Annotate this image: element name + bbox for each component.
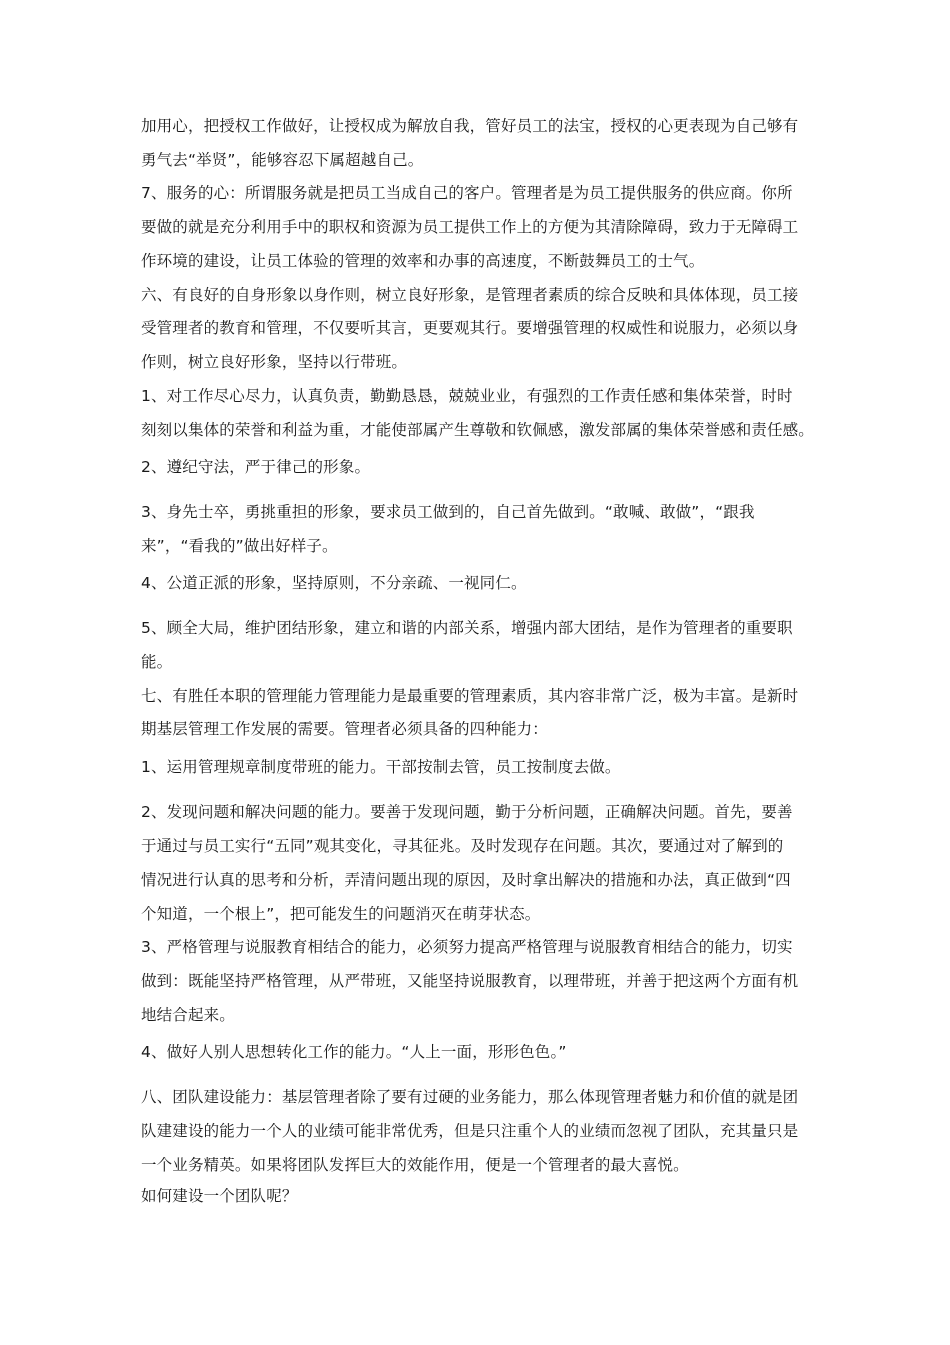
text-line: 刻刻以集体的荣誉和利益为重，才能使部属产生尊敬和钦佩感，激发部属的集体荣誉感和责任感。 (141, 421, 814, 439)
text-line: 来”，“看我的”做出好样子。 (141, 537, 338, 555)
text-line: 做到：既能坚持严格管理，从严带班，又能坚持说服教育，以理带班，并善于把这两个方面有机 (141, 972, 799, 990)
text-line: 1、运用管理规章制度带班的能力。干部按制去管，员工按制度去做。 (141, 758, 621, 776)
text-line: 加用心，把授权工作做好，让授权成为解放自我，管好员工的法宝，授权的心更表现为自己够有 (141, 117, 799, 135)
text-line: 一个业务精英。如果将团队发挥巨大的效能作用，便是一个管理者的最大喜悦。 (141, 1156, 689, 1174)
text-line: 于通过与员工实行“五同”观其变化，寻其征兆。及时发现存在问题。其次，要通过对了解到的 (141, 837, 784, 855)
text-line: 3、严格管理与说服教育相结合的能力，必须努力提高严格管理与说服教育相结合的能力，切实 (141, 938, 793, 956)
text-line: 5、顾全大局，维护团结形象，建立和谐的内部关系，增强内部大团结，是作为管理者的重要职 (141, 619, 793, 637)
text-line: 个知道，一个根上”，把可能发生的问题消灭在萌芽状态。 (141, 905, 541, 923)
text-line: 地结合起来。 (141, 1006, 235, 1024)
text-line: 4、做好人别人思想转化工作的能力。“人上一面，形形色色。” (141, 1043, 567, 1061)
text-line: 2、遵纪守法，严于律己的形象。 (141, 458, 371, 476)
text-line: 队建建设的能力一个人的业绩可能非常优秀，但是只注重个人的业绩而忽视了团队，充其量只是 (141, 1122, 799, 1140)
text-line: 期基层管理工作发展的需要。管理者必须具备的四种能力： (141, 720, 548, 738)
text-line: 作则，树立良好形象，坚持以行带班。 (141, 353, 408, 371)
text-line: 作环境的建设，让员工体验的管理的效率和办事的高速度，不断鼓舞员工的士气。 (141, 252, 705, 270)
text-line: 1、对工作尽心尽力，认真负责，勤勤恳恳，兢兢业业，有强烈的工作责任感和集体荣誉，时时 (141, 387, 793, 405)
text-line: 受管理者的教育和管理，不仅要听其言，更要观其行。要增强管理的权威性和说服力，必须以身 (141, 319, 799, 337)
text-line: 七、有胜任本职的管理能力管理能力是最重要的管理素质，其内容非常广泛，极为丰富。是新时 (141, 687, 799, 705)
text-line: 4、公道正派的形象，坚持原则，不分亲疏、一视同仁。 (141, 574, 527, 592)
text-line: 要做的就是充分利用手中的职权和资源为员工提供工作上的方便为其清除障碍，致力于无障碍工 (141, 218, 799, 236)
text-line: 六、有良好的自身形象以身作则，树立良好形象，是管理者素质的综合反映和具体体现，员工接 (141, 286, 799, 304)
text-line: 能。 (141, 653, 173, 671)
text-line: 八、团队建设能力：基层管理者除了要有过硬的业务能力，那么体现管理者魅力和价值的就是团 (141, 1088, 799, 1106)
text-line: 情况进行认真的思考和分析，弄清问题出现的原因，及时拿出解决的措施和办法，真正做到“四 (141, 871, 791, 889)
text-line: 3、身先士卒，勇挑重担的形象，要求员工做到的，自己首先做到。“敢喊、敢做”，“跟我 (141, 503, 755, 521)
text-line: 7、服务的心：所谓服务就是把员工当成自己的客户。管理者是为员工提供服务的供应商。你所 (141, 184, 793, 202)
text-line: 如何建设一个团队呢？ (141, 1187, 298, 1205)
text-line: 勇气去“举贤”，能够容忍下属超越自己。 (141, 151, 424, 169)
text-line: 2、发现问题和解决问题的能力。要善于发现问题，勤于分析问题，正确解决问题。首先，要善 (141, 803, 793, 821)
